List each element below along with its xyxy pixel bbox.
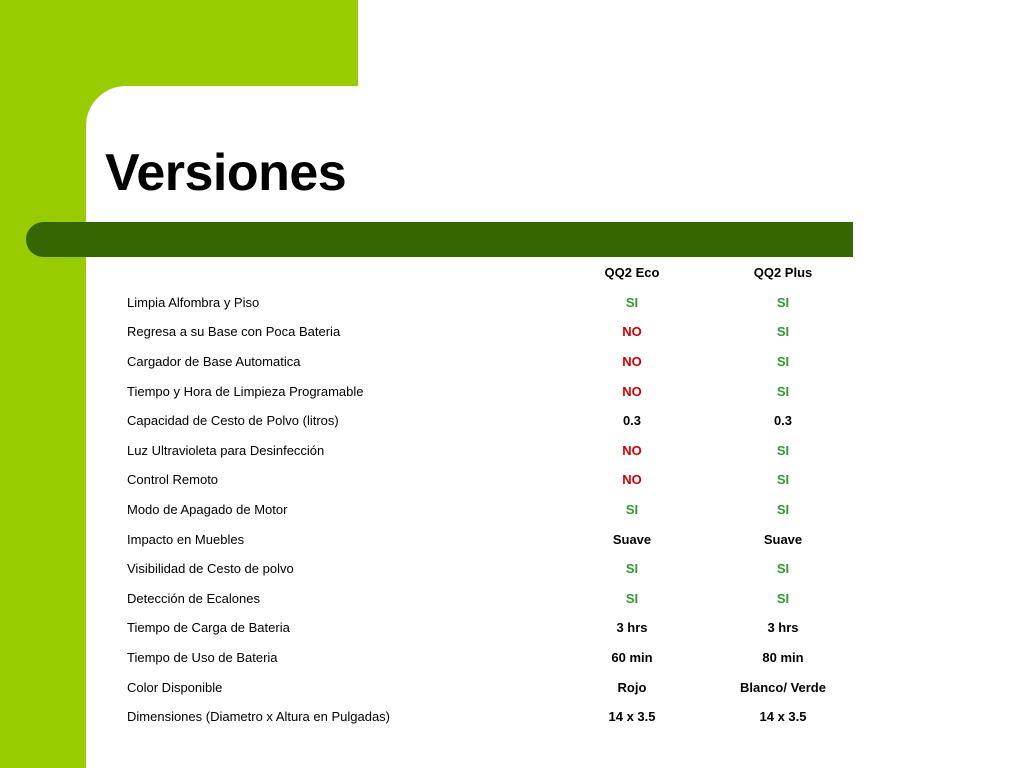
row-label: Modo de Apagado de Motor bbox=[127, 502, 288, 518]
plus-value: SI bbox=[776, 324, 790, 340]
row-label: Color Disponible bbox=[127, 679, 223, 695]
table-row bbox=[127, 347, 858, 377]
row-label: Cargador de Base Automatica bbox=[127, 354, 301, 370]
plus-value: 14 x 3.5 bbox=[759, 709, 807, 725]
eco-value: 0.3 bbox=[622, 413, 642, 429]
eco-value: NO bbox=[622, 324, 642, 340]
plus-value: 0.3 bbox=[773, 413, 793, 429]
plus-value: SI bbox=[776, 472, 790, 488]
table-row bbox=[127, 613, 858, 643]
header-qq2-eco: QQ2 Eco bbox=[604, 265, 660, 281]
table-row bbox=[127, 436, 858, 466]
table-row bbox=[127, 406, 858, 436]
slide-title: Versiones bbox=[105, 144, 347, 202]
eco-value: SI bbox=[625, 294, 639, 310]
eco-value: Rojo bbox=[617, 679, 647, 695]
eco-value: NO bbox=[622, 472, 642, 488]
row-label: Limpia Alfombra y Piso bbox=[127, 294, 260, 310]
eco-value: NO bbox=[622, 383, 642, 399]
table-row bbox=[127, 376, 858, 406]
plus-value: Blanco/ Verde bbox=[740, 679, 826, 695]
plus-value: 80 min bbox=[762, 650, 804, 666]
table-row bbox=[127, 643, 858, 673]
plus-value: SI bbox=[776, 442, 790, 458]
plus-value: SI bbox=[776, 383, 790, 399]
row-label: Capacidad de Cesto de Polvo (litros) bbox=[127, 413, 339, 429]
row-label: Tiempo de Uso de Bateria bbox=[127, 650, 278, 666]
table-row bbox=[127, 584, 858, 614]
eco-value: SI bbox=[625, 561, 639, 577]
plus-value: Suave bbox=[763, 531, 803, 547]
table-row bbox=[127, 288, 858, 318]
plus-value: SI bbox=[776, 502, 790, 518]
eco-value: SI bbox=[625, 590, 639, 606]
table-row bbox=[127, 495, 858, 525]
row-label: Control Remoto bbox=[127, 472, 219, 488]
eco-value: NO bbox=[622, 354, 642, 370]
row-label: Luz Ultravioleta para Desinfección bbox=[127, 442, 325, 458]
row-label: Impacto en Muebles bbox=[127, 531, 245, 547]
row-label: Tiempo de Carga de Bateria bbox=[127, 620, 290, 636]
plus-value: SI bbox=[776, 590, 790, 606]
eco-value: 14 x 3.5 bbox=[608, 709, 656, 725]
eco-value: 3 hrs bbox=[616, 620, 648, 636]
row-label: Tiempo y Hora de Limpieza Programable bbox=[127, 383, 364, 399]
comparison-table bbox=[127, 258, 858, 732]
title-divider-bar bbox=[26, 222, 853, 257]
eco-value: SI bbox=[625, 502, 639, 518]
table-row bbox=[127, 465, 858, 495]
eco-value: Suave bbox=[612, 531, 652, 547]
table-row bbox=[127, 702, 858, 732]
eco-value: 60 min bbox=[611, 650, 653, 666]
table-row bbox=[127, 672, 858, 702]
row-label: Regresa a su Base con Poca Bateria bbox=[127, 324, 341, 340]
plus-value: SI bbox=[776, 561, 790, 577]
eco-value: NO bbox=[622, 442, 642, 458]
row-label: Visibilidad de Cesto de polvo bbox=[127, 561, 294, 577]
table-row bbox=[127, 524, 858, 554]
row-label: Detección de Ecalones bbox=[127, 590, 260, 606]
table-header-row bbox=[127, 258, 858, 288]
table-row bbox=[127, 317, 858, 347]
plus-value: SI bbox=[776, 354, 790, 370]
table-row bbox=[127, 554, 858, 584]
header-qq2-plus: QQ2 Plus bbox=[753, 265, 813, 281]
plus-value: SI bbox=[776, 294, 790, 310]
row-label: Dimensiones (Diametro x Altura en Pulgadas) bbox=[127, 709, 391, 725]
plus-value: 3 hrs bbox=[767, 620, 799, 636]
